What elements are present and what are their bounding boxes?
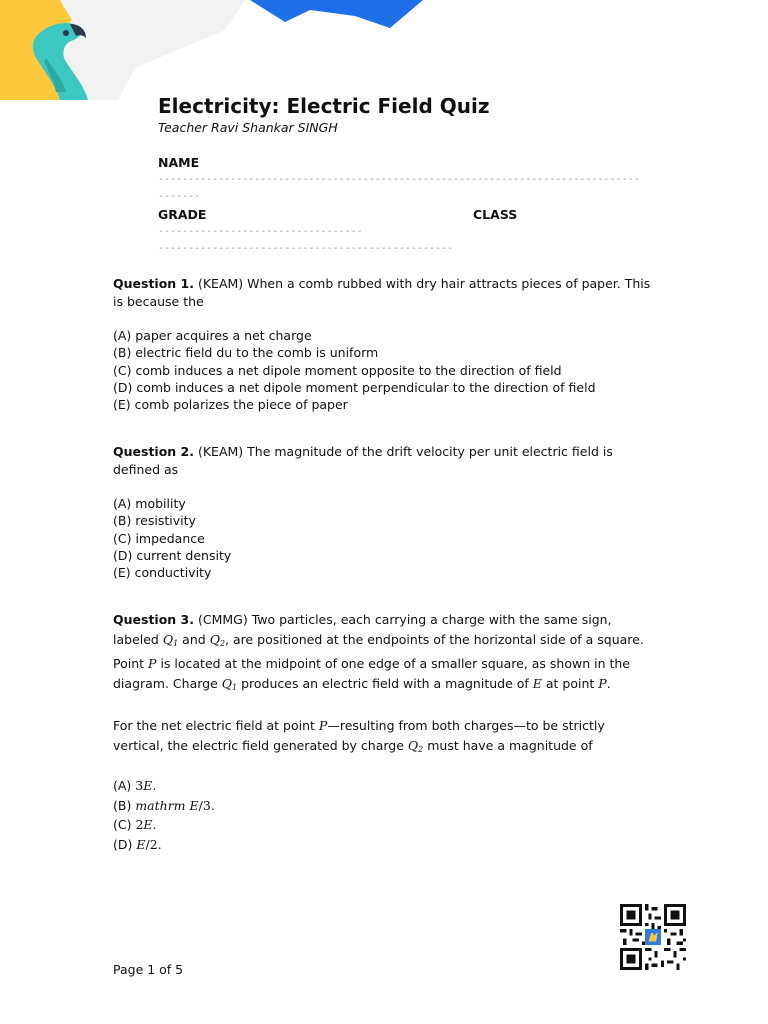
- question-3-option-b[interactable]: [113, 796, 658, 816]
- charge-q1-subscript: 1: [173, 639, 179, 648]
- question-3-text-part: must have a magnitude of: [427, 738, 593, 753]
- charge-q1: [222, 676, 237, 691]
- question-1-option-d[interactable]: (D) comb induces a net dipole moment perpendicular to the direction of field: [113, 379, 596, 395]
- option-symbol: E: [143, 817, 153, 832]
- charge-q2-symbol: Q: [209, 632, 220, 647]
- question-2-options: [113, 495, 658, 581]
- name-label: NAME: [158, 155, 200, 170]
- field-e: E: [532, 676, 542, 691]
- qr-center-logo: [645, 929, 661, 945]
- point-p: P: [318, 718, 328, 733]
- question-1-option-b[interactable]: (B) electric field du to the comb is uniform: [113, 345, 379, 361]
- option-rest: .: [152, 817, 157, 832]
- question-1-prompt: (KEAM) When a comb rubbed with dry hair attracts pieces of paper. This is because the: [113, 276, 651, 309]
- teacher-name: Teacher Ravi Shankar SINGH: [158, 120, 338, 135]
- option-symbol: E: [143, 778, 153, 793]
- page-number: Page 1 of 5: [113, 962, 184, 977]
- question-2-option-c[interactable]: (C) impedance: [113, 530, 205, 546]
- option-label: (D): [113, 836, 133, 852]
- banner-blue-shape: [250, 0, 423, 28]
- question-1-options: [113, 327, 658, 413]
- question-1-text: [113, 275, 658, 310]
- charge-q2: [408, 738, 423, 753]
- option-prefix: mathrm: [135, 797, 186, 813]
- grade-field-line[interactable]: ----------------------------------: [158, 226, 363, 237]
- option-label: (B): [113, 797, 132, 813]
- charge-q2-subscript: 2: [418, 745, 424, 754]
- question-2-option-a[interactable]: (A) mobility: [113, 496, 186, 511]
- grade-label: GRADE: [158, 207, 207, 222]
- question-3-option-c[interactable]: [113, 815, 658, 835]
- charge-q1: [163, 632, 178, 647]
- question-3-text-part: (CMMG) Two particles, each carrying a charge with the same sign, labeled: [113, 612, 612, 647]
- question-2-option-e[interactable]: (E) conductivity: [113, 565, 212, 581]
- question-3-text-part: For the net electric field at point: [113, 718, 315, 733]
- option-label: (A): [113, 778, 132, 793]
- question-1-option-e[interactable]: (E) comb polarizes the piece of paper: [113, 397, 348, 413]
- question-3-options: [113, 776, 658, 854]
- question-3-option-a[interactable]: [113, 776, 658, 796]
- option-rest: /3.: [198, 797, 215, 813]
- question-2-number: Question 2.: [113, 444, 194, 459]
- question-2-option-b[interactable]: (B) resistivity: [113, 513, 196, 529]
- question-3-text-part: —resulting from both charges—to be strictly vertical, the electric field generated by charge: [113, 718, 605, 753]
- class-field-line[interactable]: -------------------------------------------------: [158, 243, 454, 254]
- question-3-text-part: and: [182, 632, 206, 647]
- point-p: P: [148, 656, 157, 671]
- question-3: [113, 610, 658, 854]
- name-field-line[interactable]: --------------------------------------------------------------------------------: [158, 174, 640, 185]
- question-1: [113, 275, 658, 413]
- question-3-paragraph-1: [113, 610, 658, 698]
- point-p: P: [598, 676, 607, 691]
- option-symbol: E: [136, 836, 146, 852]
- question-2-text: [113, 443, 658, 478]
- question-3-text-part: produces an electric field with a magnitude of: [241, 676, 529, 691]
- option-label: (C): [113, 817, 132, 832]
- header-banner: [0, 0, 768, 100]
- quiz-title: Electricity: Electric Field Quiz: [158, 94, 490, 118]
- question-1-option-c[interactable]: (C) comb induces a net dipole moment opposite to the direction of field: [113, 362, 562, 378]
- question-1-number: Question 1.: [113, 276, 194, 291]
- option-number: 2: [135, 817, 144, 832]
- charge-q2-symbol: Q: [407, 738, 419, 753]
- charge-q1-subscript: 1: [232, 683, 238, 692]
- question-3-number: Question 3.: [113, 612, 194, 627]
- question-3-text-part: is located at the midpoint of one edge of a smaller square, as shown in the diagram. Charge: [113, 656, 630, 691]
- charge-q2: [210, 632, 225, 647]
- charge-q2-subscript: 2: [219, 639, 226, 648]
- qr-code-icon: [620, 904, 686, 970]
- question-3-option-d[interactable]: [113, 835, 658, 855]
- class-label: CLASS: [473, 207, 518, 222]
- question-3-period: .: [606, 676, 611, 691]
- question-2-option-d[interactable]: (D) current density: [113, 547, 232, 563]
- option-number: 3: [135, 778, 144, 793]
- option-rest: /2.: [145, 836, 162, 852]
- option-rest: .: [152, 778, 157, 793]
- question-3-text-part: at point: [545, 676, 595, 691]
- charge-q1-symbol: Q: [221, 676, 233, 691]
- question-2: [113, 443, 658, 581]
- charge-q1-symbol: Q: [162, 632, 174, 647]
- name-field-line-continued[interactable]: -------: [158, 191, 201, 202]
- question-2-prompt: (KEAM) The magnitude of the drift velocity per unit electric field is defined as: [113, 444, 613, 477]
- question-3-text-part: , are positioned at the endpoints of the horizontal side of a square. Point: [113, 632, 644, 671]
- question-1-option-a[interactable]: (A) paper acquires a net charge: [113, 328, 312, 343]
- question-3-paragraph-2: [113, 716, 658, 760]
- option-symbol: E: [189, 797, 199, 813]
